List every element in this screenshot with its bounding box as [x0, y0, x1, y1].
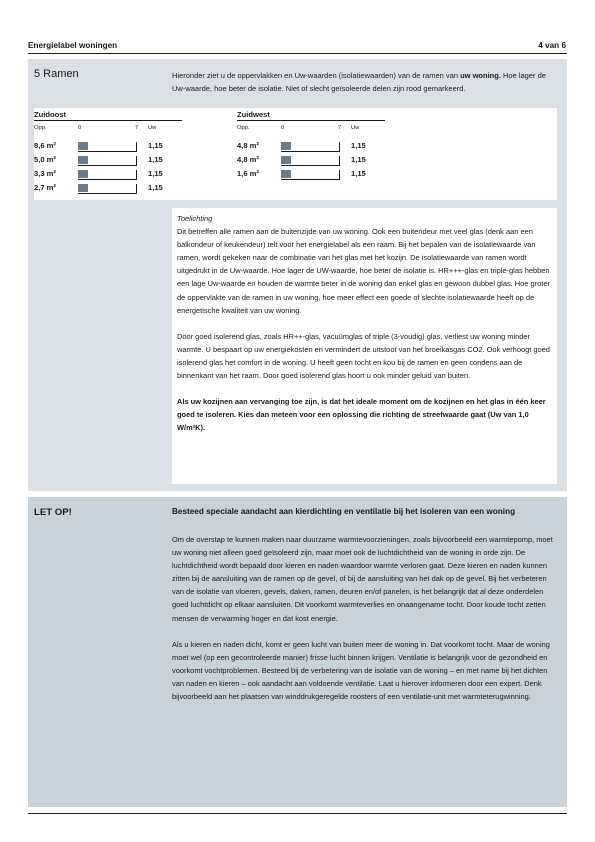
u-value: 1,15 — [148, 169, 163, 178]
window-row — [34, 182, 182, 196]
orientation-title: Zuidoost — [34, 110, 67, 119]
header-divider — [28, 53, 567, 54]
window-row — [237, 140, 385, 154]
window-area: 8,6 m² — [34, 141, 56, 150]
scale-max-label: 7 — [135, 125, 139, 131]
explanation-title: Toelichting — [177, 214, 213, 223]
u-value: 1,15 — [148, 155, 163, 164]
area-column-header: Opp. — [237, 125, 250, 131]
u-value-bar-track — [281, 156, 340, 166]
u-value-bar — [78, 170, 88, 178]
explanation-paragraph: Dit betreffen alle ramen aan de buitenzijde van uw woning. Ook een buitendeur met veel glas (denk aan een balkondeur of keukendeur) telt voor het energielabel als een raam. Bij het bepalen van de isolatiewaarde van ramen, wordt gekeken naar de combinatie van het glas met het kozijn. De isolatiewaarde van ramen wordt uitgedrukt in de Uw-waarde. Hoe lager de UW-waarde, hoe beter de isolatie is. HR+++-glas en triple-glas hebben een lage Uw-waarde en houden de warmte beter in de woning dan enkel glas en gewoon dubbel glas. Hoe groter de oppervlakte van de ramen in uw woning, hoe meer effect een goede of slechte isolatiewaarde heeft op de energetische kwaliteit van uw woning. — [177, 227, 550, 315]
scale-min-label: 0 — [281, 125, 285, 131]
ramen-intro — [172, 69, 557, 95]
u-value-bar — [78, 184, 88, 192]
window-area: 1,6 m² — [237, 169, 259, 178]
scale-min-label: 0 — [78, 125, 82, 131]
document-title: Energielabel woningen — [28, 41, 118, 50]
u-value-bar-track — [281, 142, 340, 152]
window-row — [34, 154, 182, 168]
orientation-divider — [237, 120, 385, 121]
window-row — [237, 168, 385, 182]
u-value-bar — [78, 156, 88, 164]
ramen-intro-tail: Hoe lager de Uw-waarde, hoe beter de isolatie. Niet of slecht geïsoleerde delen zijn rood gemarkeerd. — [172, 71, 546, 93]
letop-title: LET OP! — [34, 507, 72, 518]
window-area: 3,3 m² — [34, 169, 56, 178]
u-value: 1,15 — [148, 141, 163, 150]
u-value-bar-track — [78, 156, 137, 166]
u-value-bar-track — [78, 184, 137, 194]
scale-max-label: 7 — [338, 125, 342, 131]
u-value-column-header: Uw — [148, 125, 157, 131]
footer-divider — [28, 813, 567, 814]
u-value-bar-track — [78, 142, 137, 152]
letop-paragraph: Als u kieren en naden dicht, komt er geen lucht van buiten meer de woning in. Dat voorkomt tocht. Maar de woning moet wel (op een gecontroleerde manier) frisse lucht binnen krijgen. Ventilatie is belangrijk voor de gezondheid en voorkomt vochtproblemen. Besteed bij de verbetering van de isolatie van de woning – en met name bij het dichten van naden en kieren – ook aandacht aan voldoende ventilatie. Laat u hierover informeren door een expert. Denk bijvoorbeeld aan het plaatsen van winddrukgeregelde roosters of een ventilatie-unit met warmteterugwinning. — [172, 639, 550, 702]
window-values-panel — [34, 108, 557, 200]
letop-heading: Besteed speciale aandacht aan kierdichting en ventilatie bij het isoleren van een woning — [172, 507, 516, 516]
explanation-content — [177, 212, 555, 447]
u-value: 1,15 — [351, 141, 366, 150]
window-row — [237, 154, 385, 168]
window-row — [34, 140, 182, 154]
u-value-bar — [281, 156, 291, 164]
u-value-bar-track — [78, 170, 137, 180]
ramen-title: 5 Ramen — [34, 68, 79, 80]
explanation-paragraph: Door goed isolerend glas, zoals HR++-glas, vacuümglas of triple (3-voudig) glas, verliest uw woning minder warmte. U bespaart op uw energiekosten en vermindert de uitstoot van het broeikasgas CO2. Ook verhoogt goed isolerend glas het comfort in de woning. U heeft geen tocht en kou bij de ramen en geen condens aan de binnenkant van het raam. Door goed isolerend glas hoort u ook minder geluid van buiten. — [177, 331, 550, 381]
ramen-intro-bold: uw woning. — [460, 71, 501, 80]
orientation-divider — [34, 120, 182, 121]
u-value-bar — [281, 170, 291, 178]
window-area: 2,7 m² — [34, 183, 56, 192]
u-value: 1,15 — [351, 169, 366, 178]
orientation-title: Zuidwest — [237, 110, 270, 119]
letop-body — [172, 533, 557, 716]
u-value-bar — [78, 142, 88, 150]
letop-paragraph: Om de overstap te kunnen maken naar duurzame warmtevoorzieningen, zoals bijvoorbeeld een warmtepomp, moet uw woning niet alleen goed geïsoleerd zijn, maar moet ook de luchtdichtheid van de woning in orde zijn. De luchtdichtheid wordt bepaald door kieren en naden waardoor warmte verloren gaat. Deze kieren en naden kunnen zitten bij de aansluiting van de ramen op de gevel, of bij de aansluiting van het dak op de gevel. Bij het verbeteren van de isolatie van vloeren, gevels, daken, ramen, deuren en/of panelen, is het belangrijk dat al deze onderdelen goed luchtdicht op elkaar aansluiten. Dit voorkomt warmteverlies en onaangename tocht. Door koude tocht zetten mensen de verwarming hoger en dat kost energie. — [172, 535, 553, 623]
ramen-intro-text: Hieronder ziet u de oppervlakken en Uw-waarden (isolatiewaarden) van de ramen van — [172, 71, 461, 80]
explanation-box — [172, 208, 557, 484]
explanation-advice: Als uw kozijnen aan vervanging toe zijn, is dat het ideale moment om de kozijnen en het glas in één keer goed te isoleren. Kies dan meteen voor een oplossing die richting de streefwaarde gaat (Uw van 1,0 W/m²K). — [177, 397, 546, 433]
u-value-column-header: Uw — [351, 125, 360, 131]
window-area: 5,0 m² — [34, 155, 56, 164]
page-number: 4 van 6 — [538, 41, 566, 50]
u-value-bar — [281, 142, 291, 150]
u-value: 1,15 — [351, 155, 366, 164]
window-row — [34, 168, 182, 182]
window-area: 4,8 m² — [237, 141, 259, 150]
u-value-bar-track — [281, 170, 340, 180]
window-area: 4,8 m² — [237, 155, 259, 164]
u-value: 1,15 — [148, 183, 163, 192]
area-column-header: Opp. — [34, 125, 47, 131]
